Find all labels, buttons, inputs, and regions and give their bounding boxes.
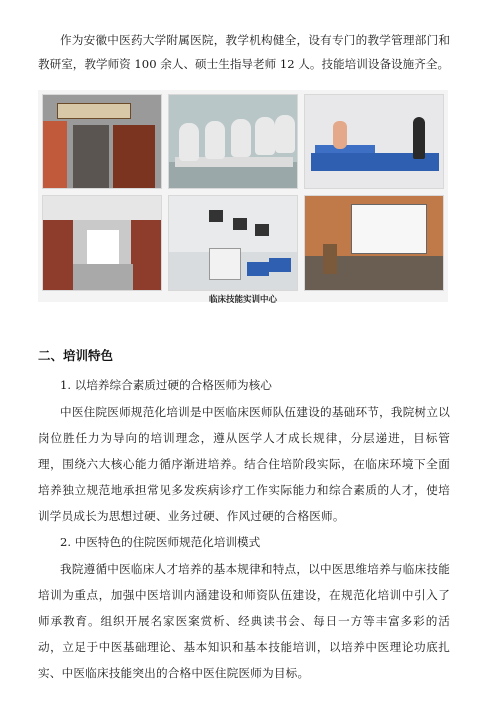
photo-training-center-entrance (42, 94, 162, 189)
entrance-sign (57, 103, 131, 119)
photo-manikin-room (168, 94, 298, 189)
figure-caption: 临床技能实训中心 (208, 295, 277, 305)
photo-skills-lab (304, 94, 444, 189)
photo-lecture-hall (304, 195, 444, 291)
subsection-body-1: 中医住院医师规范化培训是中医临床医师队伍建设的基础环节，我院树立以岗位胜任力为导向的培训理念，遵从医学人才成长规律，分层递进，目标管理，围绕六大核心能力循序渐进培养。结合住培阶段实际，在临床环境下全面培养独立规范地承担常见多发疾病诊疗工作实际能力和综合素质的人才，使培训学员成长为思想过硬、业务过硬、作风过硬的合格医师。 (38, 405, 450, 523)
subsection-title-2: 2. 中医特色的住院医师规范化培训模式 (60, 535, 261, 549)
section-heading: 二、培训特色 (38, 348, 114, 363)
photo-corridor (42, 195, 162, 291)
intro-paragraph: 作为安徽中医药大学附属医院，教学机构健全，设有专门的教学管理部门和教研室，教学师资 100 余人、硕士生指导老师 12 人。技能培训设备设施齐全。 (38, 33, 450, 71)
photo-equipment-room (168, 195, 298, 291)
subsection-title-1: 1. 以培养综合素质过硬的合格医师为核心 (60, 378, 272, 392)
subsection-body-2: 我院遵循中医临床人才培养的基本规律和特点，以中医思维培养与临床技能培训为重点，加强中医培训内涵建设和师资队伍建设，在规范化培训中引入了师承教育。组织开展名家医案赏析、经典读书会、每日一方等丰富多彩的活动，立足于中医基础理论、基本知识和基本技能培训，以培养中医理论功底扎实、中医临床技能突出的合格中医住院医师为目标。 (38, 562, 450, 680)
photo-collage (38, 90, 448, 305)
